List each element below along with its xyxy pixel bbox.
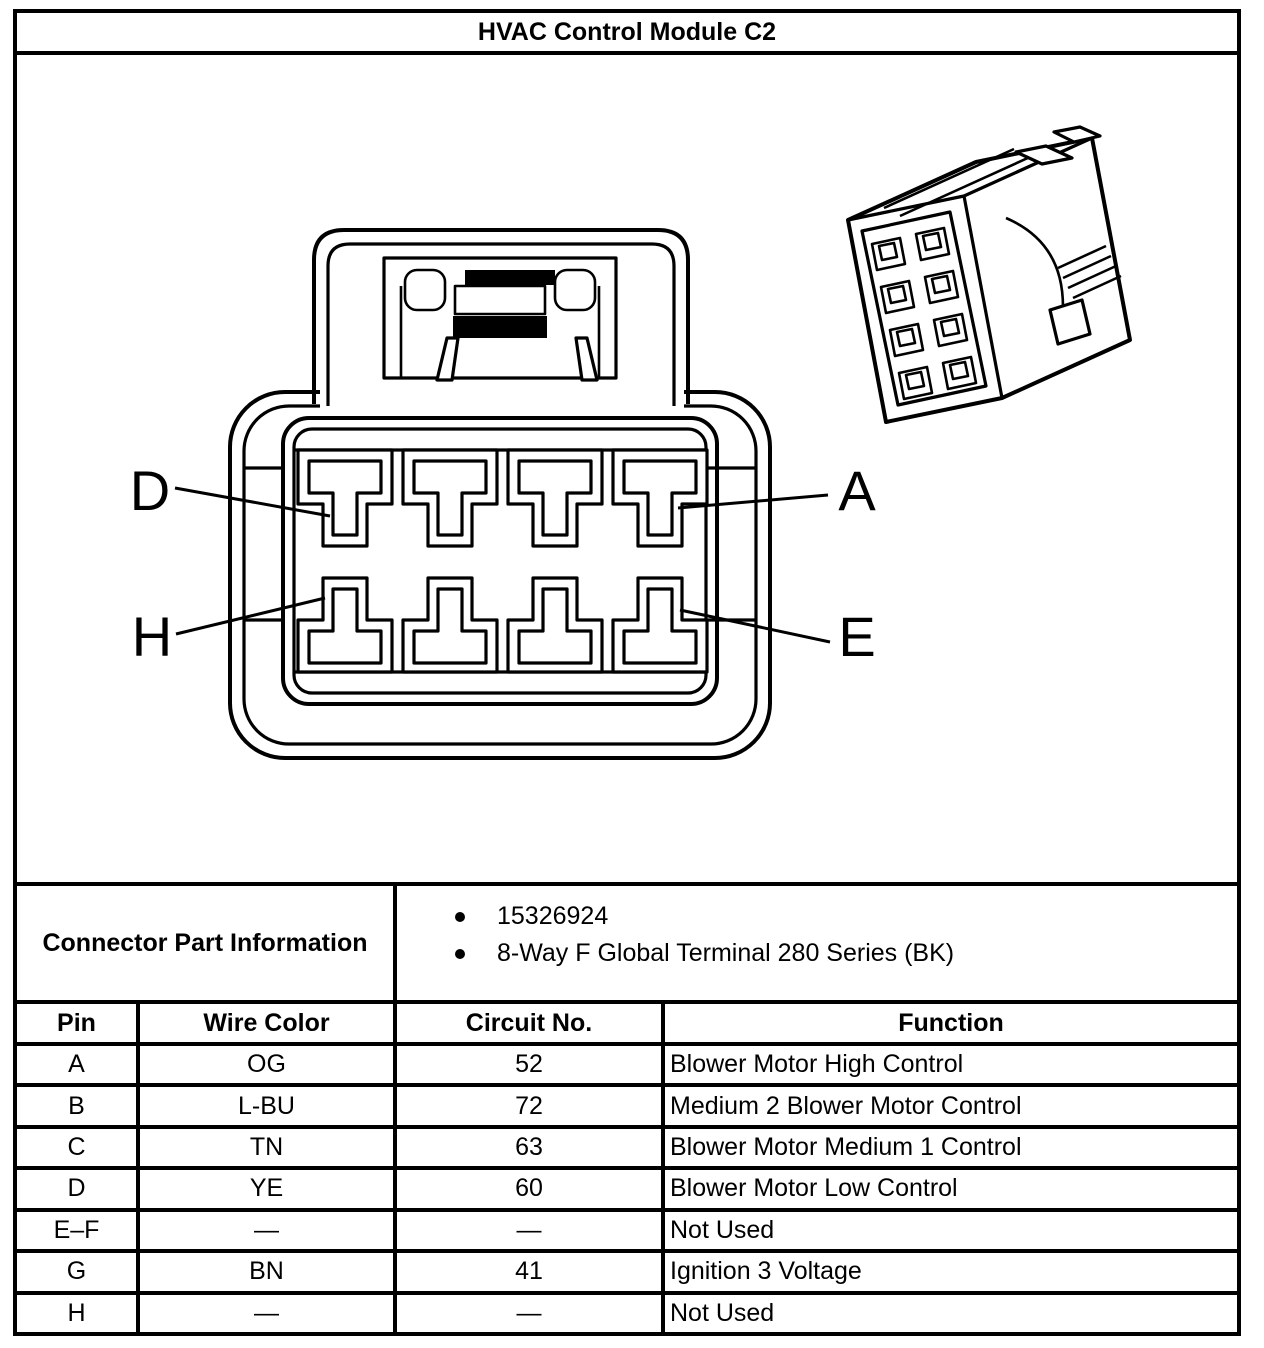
pin-label-h: H bbox=[131, 605, 173, 668]
pin-label-a: A bbox=[838, 459, 876, 522]
cell-pin: G bbox=[17, 1253, 136, 1290]
cell-circuit: 41 bbox=[397, 1253, 661, 1290]
face-latch-detail bbox=[384, 258, 616, 380]
terminal-pin-c bbox=[403, 450, 497, 546]
iso-side-notch bbox=[1050, 300, 1090, 344]
cell-wire: YE bbox=[140, 1170, 393, 1207]
terminal-row-bottom bbox=[298, 578, 707, 672]
cell-function: Blower Motor Low Control bbox=[665, 1170, 1237, 1207]
cell-pin: C bbox=[17, 1129, 136, 1166]
cell-wire: L-BU bbox=[140, 1087, 393, 1124]
terminal-pin-b bbox=[508, 450, 602, 546]
page-title: HVAC Control Module C2 bbox=[477, 17, 777, 46]
cell-pin: B bbox=[17, 1087, 136, 1124]
pin-label-d: D bbox=[129, 459, 171, 522]
cell-function: Blower Motor Medium 1 Control bbox=[665, 1129, 1237, 1166]
part-info-item bbox=[455, 898, 1237, 935]
cell-function: Not Used bbox=[665, 1295, 1237, 1332]
cell-pin: D bbox=[17, 1170, 136, 1207]
cell-circuit: — bbox=[397, 1295, 661, 1332]
column-header-pin: Pin bbox=[17, 1004, 136, 1042]
cell-wire: — bbox=[140, 1295, 393, 1332]
connector-face-view bbox=[130, 230, 877, 758]
title-bar bbox=[17, 13, 1237, 55]
cell-function: Ignition 3 Voltage bbox=[665, 1253, 1237, 1290]
part-number: 15326924 bbox=[497, 902, 609, 930]
cell-circuit: 60 bbox=[397, 1170, 661, 1207]
cell-wire: — bbox=[140, 1212, 393, 1249]
terminal-pin-d bbox=[298, 450, 392, 546]
terminal-pin-a bbox=[613, 450, 707, 546]
terminal-pin-e bbox=[613, 578, 707, 672]
cell-pin: H bbox=[17, 1295, 136, 1332]
pin-label-e: E bbox=[838, 605, 876, 668]
pin-table bbox=[17, 882, 1237, 1332]
column-header-function: Function bbox=[665, 1004, 1237, 1042]
connector-diagram-area bbox=[17, 55, 1237, 882]
connector-diagram-svg bbox=[17, 55, 1237, 882]
bullet-icon bbox=[455, 949, 465, 959]
cell-wire: OG bbox=[140, 1046, 393, 1083]
cell-wire: TN bbox=[140, 1129, 393, 1166]
bullet-icon bbox=[455, 912, 465, 922]
cell-wire: BN bbox=[140, 1253, 393, 1290]
column-header-circuit: Circuit No. bbox=[397, 1004, 661, 1042]
part-info-item bbox=[455, 935, 1237, 972]
cell-pin: E–F bbox=[17, 1212, 136, 1249]
cell-pin: A bbox=[17, 1046, 136, 1083]
page-frame bbox=[13, 9, 1241, 1336]
cell-function: Not Used bbox=[665, 1212, 1237, 1249]
cell-circuit: — bbox=[397, 1212, 661, 1249]
cell-circuit: 63 bbox=[397, 1129, 661, 1166]
part-description: 8-Way F Global Terminal 280 Series (BK) bbox=[497, 939, 955, 967]
part-info-label: Connector Part Information bbox=[17, 886, 393, 1000]
cell-circuit: 72 bbox=[397, 1087, 661, 1124]
connector-isometric-view bbox=[848, 127, 1130, 422]
terminal-pin-h bbox=[298, 578, 392, 672]
part-info-list bbox=[397, 886, 1237, 1000]
terminal-pin-f bbox=[508, 578, 602, 672]
terminal-row-top bbox=[298, 450, 707, 546]
cell-circuit: 52 bbox=[397, 1046, 661, 1083]
column-header-wire: Wire Color bbox=[140, 1004, 393, 1042]
cell-function: Medium 2 Blower Motor Control bbox=[665, 1087, 1237, 1124]
cell-function: Blower Motor High Control bbox=[665, 1046, 1237, 1083]
terminal-pin-g bbox=[403, 578, 497, 672]
